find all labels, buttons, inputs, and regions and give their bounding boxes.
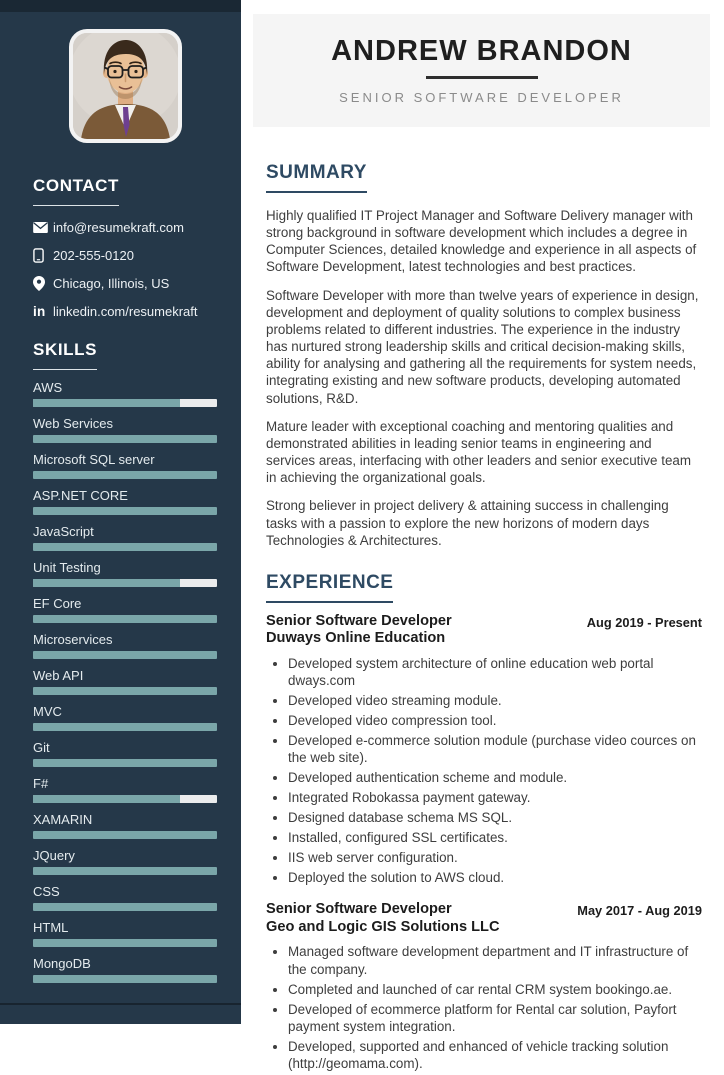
skill-bar-fill [33, 399, 180, 407]
skill-bar-track [33, 651, 217, 659]
skill-item [33, 488, 217, 515]
skill-item [33, 848, 217, 875]
job-bullet: • Developed authentication scheme and module. [288, 769, 702, 786]
skill-bar-fill [33, 759, 217, 767]
skill-bar-fill [33, 615, 217, 623]
skill-name: MongoDB [33, 956, 91, 971]
skill-bar-track [33, 867, 217, 875]
contact-list [33, 220, 217, 319]
skill-bar-fill [33, 975, 217, 983]
skills-list [33, 380, 217, 983]
contact-title: CONTACT [33, 176, 119, 206]
job-bullet: • Developed of ecommerce platform for Rental car solution, Payfort payment system integration. [288, 1001, 702, 1036]
skill-name: AWS [33, 380, 63, 395]
sidebar [0, 0, 241, 1024]
job-title: Senior Software Developer [266, 901, 452, 918]
job-company: Duways Online Education [266, 630, 446, 647]
job-bullet: • Developed, supported and enhanced of vehicle tracking solution (http://geomama.com). [288, 1038, 702, 1073]
skill-name: CSS [33, 884, 60, 899]
skill-bar-fill [33, 507, 217, 515]
skill-bar-track [33, 975, 217, 983]
skill-bar-track [33, 399, 217, 407]
contact-item-email[interactable] [33, 220, 217, 235]
skill-name: Git [33, 740, 50, 755]
main-content [266, 162, 702, 1073]
experience-job [266, 901, 702, 1072]
skill-bar-track [33, 471, 217, 479]
job-bullet: • Developed video compression tool. [288, 712, 702, 729]
skill-name: HTML [33, 920, 69, 935]
skill-name: Microservices [33, 632, 113, 647]
sidebar-top-band [0, 0, 241, 12]
skill-name: Web Services [33, 416, 113, 431]
contact-linkedin-text: linkedin.com/resumekraft [53, 304, 198, 319]
summary-paragraph: Strong believer in project delivery & attaining success in challenging tasks with a passion to explore the new horizons of modern days Technologies & Architectures. [266, 498, 669, 548]
skill-item [33, 704, 217, 731]
job-bullet: • Developed video streaming module. [288, 692, 702, 709]
job-company: Geo and Logic GIS Solutions LLC [266, 918, 500, 935]
skill-bar-track [33, 939, 217, 947]
skill-item [33, 416, 217, 443]
skill-bar-fill [33, 939, 217, 947]
job-bullet: • Installed, configured SSL certificates. [288, 829, 702, 846]
skill-bar-track [33, 903, 217, 911]
skill-item [33, 884, 217, 911]
skill-name: F# [33, 776, 49, 791]
sidebar-bottom-divider [0, 1003, 241, 1005]
skills-title: SKILLS [33, 340, 97, 370]
skill-item [33, 524, 217, 551]
skill-bar-fill [33, 687, 217, 695]
skill-item [33, 452, 217, 479]
skill-bar-fill [33, 831, 217, 839]
skill-bar-fill [33, 543, 217, 551]
experience-section [266, 572, 702, 1073]
linkedin-icon: in [33, 304, 46, 319]
summary-paragraph: Mature leader with exceptional coaching and mentoring qualities and demonstrated abilities in leading senior teams in engineering and services areas, interfacing with other leaders and senior executive team in achieving the organizational goals. [266, 418, 691, 486]
skill-item [33, 380, 217, 407]
skill-bar-fill [33, 471, 217, 479]
skill-item [33, 920, 217, 947]
skill-bar-track [33, 723, 217, 731]
summary-paragraph: Software Developer with more than twelve years of experience in design, development and deployment of quality solutions to complex business problems related to different industries. The experience in the industry has nurtured strong leadership skills and critical decision-making skills, ability for analysing and gathering all the requirements for system needs, integrating existing and new software products, developing automated solutions, R&D. [266, 287, 699, 406]
skill-item [33, 668, 217, 695]
job-bullet: • Deployed the solution to AWS cloud. [288, 869, 702, 886]
location-icon [33, 276, 53, 291]
person-avatar-graphic [73, 33, 178, 139]
skill-item [33, 740, 217, 767]
name-divider [426, 76, 538, 79]
job-dates: Aug 2019 - Present [586, 614, 702, 630]
skill-name: Web API [33, 668, 84, 683]
job-bullet: • Developed e-commerce solution module (purchase video cources on the web site). [288, 732, 702, 767]
summary-title: SUMMARY [266, 162, 367, 193]
skill-bar-track [33, 831, 217, 839]
main-column [253, 14, 710, 1075]
skill-bar-track [33, 435, 217, 443]
skill-bar-track [33, 615, 217, 623]
job-bullet: • Completed and launched of car rental CRM system bookingo.ae. [288, 981, 702, 998]
person-name: ANDREW BRANDON [331, 34, 632, 67]
job-header [266, 901, 702, 936]
skill-name: JQuery [33, 848, 75, 863]
contact-phone-text: 202-555-0120 [53, 248, 134, 263]
skill-item [33, 812, 217, 839]
skill-bar-fill [33, 651, 217, 659]
job-bullet: • Designed database schema MS SQL. [288, 809, 702, 826]
profile-photo [69, 29, 182, 143]
summary-section [266, 162, 702, 549]
person-role: SENIOR SOFTWARE DEVELOPER [339, 89, 624, 105]
skill-bar-fill [33, 579, 180, 587]
contact-email-text: info@resumekraft.com [53, 220, 184, 235]
job-title-block [266, 613, 452, 648]
contact-location-text: Chicago, Illinois, US [53, 276, 170, 291]
skill-name: ASP.NET CORE [33, 488, 128, 503]
contact-section [33, 176, 217, 319]
skill-name: JavaScript [33, 524, 94, 539]
job-bullet: • Integrated Robokassa payment gateway. [288, 789, 702, 806]
job-title: Senior Software Developer [266, 612, 452, 629]
contact-item-phone [33, 248, 217, 263]
contact-item-linkedin[interactable] [33, 304, 217, 319]
experience-job [266, 613, 702, 887]
skill-item [33, 596, 217, 623]
skill-bar-fill [33, 867, 217, 875]
job-bullets-list [288, 943, 702, 1072]
skill-item [33, 560, 217, 587]
skill-bar-track [33, 759, 217, 767]
experience-title: EXPERIENCE [266, 572, 393, 603]
job-title-block [266, 901, 500, 936]
job-bullets-list [288, 655, 702, 887]
contact-item-location [33, 276, 217, 291]
skill-bar-track [33, 579, 217, 587]
job-bullet: • Developed system architecture of online education web portal dways.com [288, 655, 702, 690]
skill-bar-track [33, 795, 217, 803]
job-bullet: • IIS web server configuration. [288, 849, 702, 866]
skill-bar-fill [33, 723, 217, 731]
job-dates: May 2017 - Aug 2019 [577, 903, 702, 919]
skill-name: XAMARIN [33, 812, 93, 827]
resume-header [253, 14, 710, 127]
skill-bar-fill [33, 795, 180, 803]
skill-bar-fill [33, 903, 217, 911]
skills-section [33, 340, 217, 983]
envelope-icon [33, 222, 53, 233]
job-bullet: • Managed software development department and IT infrastructure of the company. [288, 943, 702, 978]
skill-bar-track [33, 543, 217, 551]
skill-name: EF Core [33, 596, 82, 611]
skill-bar-track [33, 507, 217, 515]
skill-item [33, 776, 217, 803]
job-header [266, 613, 702, 648]
skill-item [33, 632, 217, 659]
summary-paragraph: Highly qualified IT Project Manager and Software Delivery manager with strong background in software development which includes a degree in Computer Sciences, detailed knowledge and experience in all aspects of Software Development, latest technologies and best practices. [266, 208, 697, 275]
skill-item [33, 956, 217, 983]
skill-name: Unit Testing [33, 560, 101, 575]
skill-bar-fill [33, 435, 217, 443]
phone-icon [33, 248, 53, 263]
skill-name: Microsoft SQL server [33, 452, 155, 467]
skill-name: MVC [33, 704, 62, 719]
skill-bar-track [33, 687, 217, 695]
